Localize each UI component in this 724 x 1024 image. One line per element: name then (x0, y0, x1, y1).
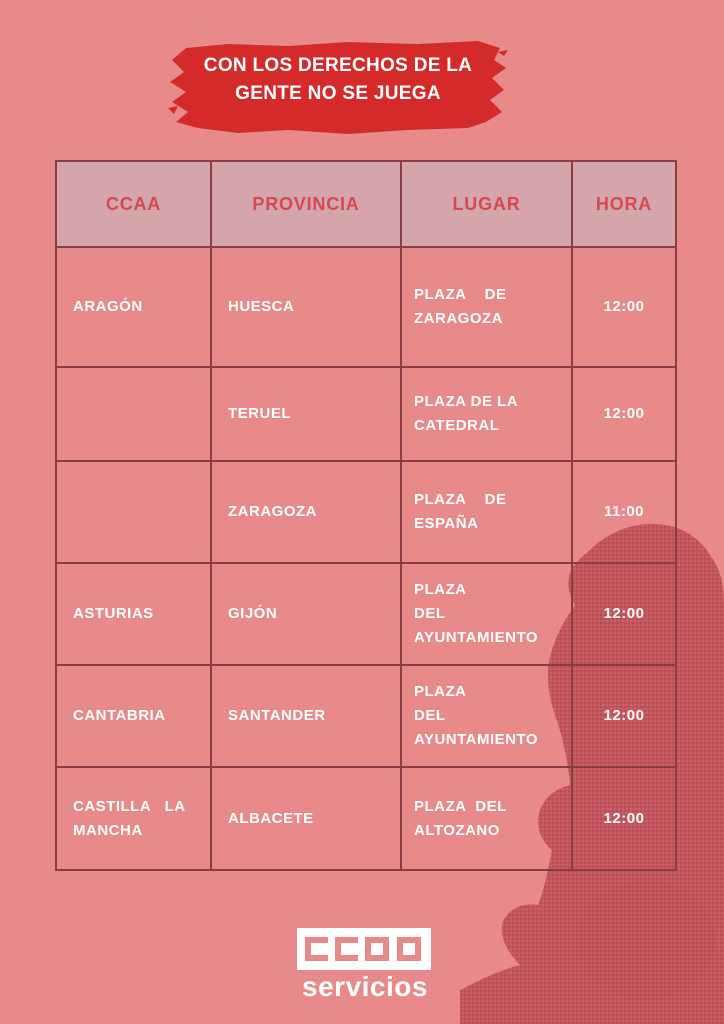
ccoo-letters (299, 930, 429, 968)
cell-ccaa (56, 665, 211, 767)
cell-provincia (211, 461, 401, 563)
cell-ccaa (56, 563, 211, 665)
header-ccaa: CCAA (56, 161, 211, 247)
hora-text: 12:00 (603, 405, 645, 422)
title-banner (168, 38, 508, 136)
lugar-text: CATEDRAL (414, 417, 500, 434)
cell-lugar (401, 247, 572, 367)
cell-hora (572, 563, 676, 665)
lugar-text: PLAZA (414, 581, 467, 598)
hora-text: 11:00 (603, 503, 645, 520)
cell-lugar (401, 767, 572, 870)
cell-ccaa (56, 767, 211, 870)
provincia-text: SANTANDER (228, 707, 326, 724)
logo-subtitle: servicios (302, 971, 428, 1002)
table-row (56, 767, 676, 870)
banner-title (168, 52, 508, 108)
lugar-text: ZARAGOZA (414, 310, 503, 327)
table-header-row (56, 161, 676, 247)
cell-lugar (401, 367, 572, 461)
cell-provincia (211, 665, 401, 767)
hora-text: 12:00 (603, 809, 645, 827)
ccaa-text: ARAGÓN (73, 298, 143, 315)
cell-ccaa (56, 367, 211, 461)
ccaa-text: ASTURIAS (73, 605, 154, 622)
lugar-text: ESPAÑA (414, 515, 479, 532)
hora-text: 12:00 (603, 707, 645, 724)
hora-text: 12:00 (603, 605, 645, 622)
cell-ccaa (56, 461, 211, 563)
provincia-text: TERUEL (228, 405, 291, 422)
cell-hora (572, 247, 676, 367)
header-provincia: PROVINCIA (211, 161, 401, 247)
cell-provincia (211, 767, 401, 870)
header-lugar: LUGAR (401, 161, 572, 247)
ccoo-servicios-logo (297, 928, 433, 1008)
lugar-text: PLAZA DE LA (414, 393, 519, 410)
table-row (56, 563, 676, 665)
ccaa-text: MANCHA (73, 821, 143, 839)
lugar-text: PLAZA DEL (414, 797, 507, 815)
lugar-text: PLAZA DE (414, 286, 507, 303)
hora-text: 12:00 (603, 298, 645, 315)
provincia-text: HUESCA (228, 298, 295, 315)
ccoo-brand-text: CCOO (299, 930, 302, 931)
lugar-text: PLAZA (414, 683, 467, 700)
table-row (56, 461, 676, 563)
lugar-text: DEL (414, 605, 446, 622)
cell-ccaa (56, 247, 211, 367)
banner-line-1: CON LOS DERECHOS DE LA (203, 55, 473, 76)
cell-provincia (211, 563, 401, 665)
lugar-text: ALTOZANO (414, 821, 500, 839)
schedule-table (55, 160, 677, 871)
provincia-text: GIJÓN (228, 605, 278, 622)
cell-lugar (401, 563, 572, 665)
lugar-text: AYUNTAMIENTO (414, 731, 539, 748)
lugar-text: AYUNTAMIENTO (414, 629, 539, 646)
ccoo-logo-mark (297, 928, 431, 970)
table-row (56, 665, 676, 767)
cell-hora (572, 367, 676, 461)
lugar-text: DEL (414, 707, 446, 724)
provincia-text: ALBACETE (228, 809, 314, 827)
table-row (56, 367, 676, 461)
ccaa-text: CANTABRIA (73, 707, 166, 724)
cell-hora (572, 461, 676, 563)
provincia-text: ZARAGOZA (228, 503, 317, 520)
ccaa-text: CASTILLA LA (73, 797, 186, 815)
header-hora: HORA (572, 161, 676, 247)
table-row (56, 247, 676, 367)
banner-line-2: GENTE NO SE JUEGA (235, 83, 441, 104)
cell-lugar (401, 665, 572, 767)
lugar-text: PLAZA DE (414, 491, 507, 508)
cell-lugar (401, 461, 572, 563)
cell-hora (572, 665, 676, 767)
cell-hora (572, 767, 676, 870)
cell-provincia (211, 367, 401, 461)
cell-provincia (211, 247, 401, 367)
